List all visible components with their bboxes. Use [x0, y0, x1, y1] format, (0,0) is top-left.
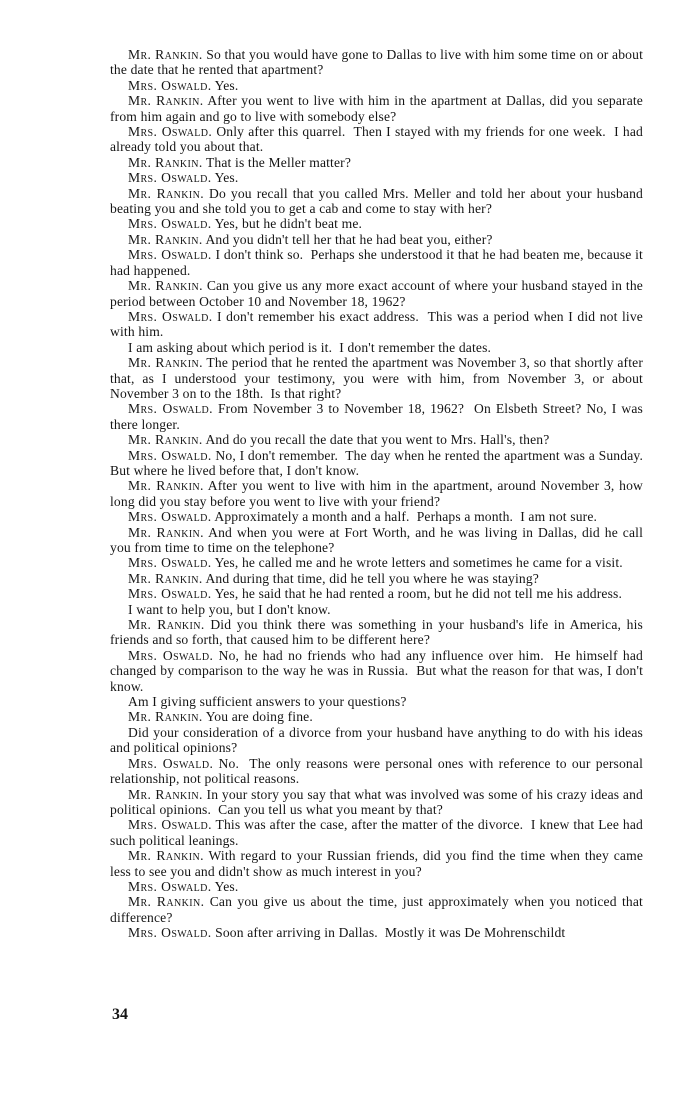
paragraph-text: Yes, he said that he had rented a room, but he did not tell me his address.: [214, 586, 623, 602]
testimony-paragraph: [110, 848, 647, 879]
testimony-paragraph: [110, 786, 647, 818]
testimony-paragraph: [110, 555, 643, 570]
speaker-name: Mr. Rankin.: [128, 93, 204, 109]
testimony-paragraph: [110, 709, 643, 724]
paragraph-text: Do you recall that you called Mrs. Meller and told her about your husband beating you and she told you to get a cab and come to stay with her?: [110, 185, 647, 217]
paragraph-text: The period that he rented the apartment was November 3, so that shortly after that, as I understood your testimony, you were with him, from November 3, or about November 3 on to the 18th. Is that right?: [110, 355, 647, 401]
speaker-name: Mr. Rankin.: [128, 786, 203, 802]
testimony-paragraph: [110, 571, 643, 586]
speaker-name: Mrs. Oswald.: [128, 124, 213, 140]
speaker-name: Mrs. Oswald.: [128, 509, 212, 525]
testimony-paragraph: [110, 586, 643, 601]
speaker-name: Mrs. Oswald.: [128, 170, 212, 186]
testimony-paragraph: [110, 694, 643, 709]
speaker-name: Mrs. Oswald.: [128, 586, 212, 602]
paragraph-text: No, I don't remember. The day when he rented the apartment was a Sunday. But where he lived before that, I don't know.: [110, 447, 651, 478]
speaker-name: Mr. Rankin.: [128, 617, 205, 633]
paragraph-text: Approximately a month and a half. Perhaps a month. I am not sure.: [214, 509, 598, 525]
speaker-name: Mrs. Oswald.: [128, 817, 212, 833]
testimony-paragraph: [110, 817, 647, 848]
paragraph-text: Only after this quarrel. Then I stayed with my friends for one week. I had already told you about that.: [110, 124, 647, 155]
speaker-name: Mr. Rankin.: [128, 355, 203, 371]
testimony-paragraph: [110, 432, 643, 447]
paragraph-text: I am asking about which period is it. I don't remember the dates.: [128, 339, 492, 355]
paragraph-text: After you went to live with him in the apartment at Dallas, did you separate from him again and go to live with somebody else?: [110, 93, 647, 124]
speaker-name: Mr. Rankin.: [128, 231, 203, 247]
speaker-name: Mrs. Oswald.: [128, 401, 213, 417]
testimony-paragraph: [110, 278, 647, 309]
paragraph-text: No, he had no friends who had any influence over him. He himself had changed by comparison to the way he was in Russia. But what the reason for that was, I don't know.: [110, 647, 647, 694]
paragraph-text: That is the Meller matter?: [205, 154, 352, 170]
paragraph-text: From November 3 to November 18, 1962? On Elsbeth Street? No, I was there longer.: [110, 401, 647, 432]
page-number: 34: [112, 1006, 128, 1023]
testimony-paragraph: [110, 308, 647, 340]
speaker-name: Mrs. Oswald.: [128, 647, 214, 663]
paragraph-text: I don't think so. Perhaps she understood it that he had beaten me, because it had happened.: [110, 247, 647, 278]
testimony-paragraph: [110, 155, 643, 170]
speaker-name: Mr. Rankin.: [128, 848, 204, 864]
testimony-paragraph: [110, 509, 643, 524]
speaker-name: Mr. Rankin.: [128, 570, 203, 586]
testimony-paragraph: [110, 47, 647, 78]
speaker-name: Mrs. Oswald.: [128, 755, 214, 771]
paragraph-text: So that you would have gone to Dallas to live with him some time on or about the date that he rented that apartment?: [110, 47, 647, 78]
testimony-paragraph: [110, 925, 643, 940]
speaker-name: Mr. Rankin.: [128, 278, 203, 294]
speaker-name: Mrs. Oswald.: [128, 77, 212, 93]
paragraph-text: Did you think there was something in your husband's life in America, his friends and so forth, that caused him to be different here?: [110, 617, 647, 648]
paragraph-text: With regard to your Russian friends, did you find the time when they came less to see you and didn't show as much interest in you?: [110, 848, 647, 879]
testimony-paragraph: [110, 78, 643, 93]
testimony-paragraph: [110, 894, 647, 925]
speaker-name: Mrs. Oswald.: [128, 878, 212, 894]
paragraph-text: Can you give us about the time, just approximately when you noticed that difference?: [110, 894, 647, 925]
testimony-paragraph: [110, 401, 647, 432]
paragraph-text: And do you recall the date that you went to Mrs. Hall's, then?: [205, 432, 550, 448]
testimony-paragraph: [110, 447, 651, 479]
speaker-name: Mrs. Oswald.: [128, 447, 212, 463]
paragraph-text: Soon after arriving in Dallas. Mostly it was De Mohrenschildt: [215, 925, 566, 941]
speaker-name: Mr. Rankin.: [128, 709, 203, 725]
paragraph-text: And you didn't tell her that he had beat you, either?: [205, 231, 493, 247]
paragraph-text: Did your consideration of a divorce from your husband have anything to do with his ideas and political opinions?: [110, 724, 647, 756]
speaker-name: Mrs. Oswald.: [128, 925, 212, 941]
testimony-paragraph: [110, 247, 647, 278]
paragraph-text: Yes, he called me and he wrote letters and sometimes he came for a visit.: [214, 555, 623, 571]
paragraph-text: Yes, but he didn't beat me.: [214, 216, 363, 232]
testimony-paragraph: [110, 340, 643, 355]
paragraph-text: After you went to live with him in the apartment, around November 3, how long did you stay before you went to live with your friend?: [110, 478, 647, 509]
testimony-paragraph: [110, 232, 643, 247]
speaker-name: Mr. Rankin.: [128, 894, 205, 910]
paragraph-text: You are doing fine.: [205, 709, 313, 725]
testimony-paragraph: [110, 524, 647, 556]
speaker-name: Mrs. Oswald.: [128, 247, 212, 263]
testimony-paragraph: [110, 647, 647, 694]
paragraph-text: Yes.: [214, 77, 239, 93]
speaker-name: Mrs. Oswald.: [128, 216, 212, 232]
testimony-paragraph: [110, 185, 647, 217]
testimony-paragraph: [110, 879, 643, 894]
testimony-paragraph: [110, 93, 647, 124]
testimony-paragraph: [110, 216, 643, 231]
testimony-paragraph: [110, 355, 647, 401]
paragraph-text: And during that time, did he tell you where he was staying?: [205, 570, 539, 586]
paragraph-text: No. The only reasons were personal ones with reference to our personal relationship, not political reasons.: [110, 755, 647, 787]
testimony-paragraph: [110, 724, 647, 756]
testimony-paragraph: [110, 602, 643, 617]
testimony-paragraph: [110, 617, 647, 648]
paragraph-text: Can you give us any more exact account of where your husband stayed in the period between October 10 and November 18, 1962?: [110, 278, 647, 309]
speaker-name: Mr. Rankin.: [128, 47, 203, 62]
speaker-name: Mr. Rankin.: [128, 524, 204, 540]
testimony-paragraph: [110, 170, 643, 185]
speaker-name: Mrs. Oswald.: [128, 308, 213, 324]
speaker-name: Mr. Rankin.: [128, 478, 204, 494]
paragraph-text: This was after the case, after the matter of the divorce. I knew that Lee had such political leanings.: [110, 817, 647, 848]
testimony-paragraph: [110, 124, 647, 155]
paragraph-text: Am I giving sufficient answers to your questions?: [128, 694, 407, 710]
testimony-paragraph: [110, 755, 647, 787]
testimony-paragraph: [110, 478, 647, 509]
speaker-name: Mrs. Oswald.: [128, 555, 212, 571]
speaker-name: Mr. Rankin.: [128, 432, 203, 448]
transcript-body: [110, 47, 651, 941]
paragraph-text: I want to help you, but I don't know.: [128, 601, 331, 617]
paragraph-text: And when you were at Fort Worth, and he was living in Dallas, did he call you from time to time on the telephone?: [110, 524, 647, 555]
paragraph-text: I don't remember his exact address. This was a period when I did not live with him.: [110, 308, 647, 340]
speaker-name: Mr. Rankin.: [128, 154, 203, 170]
speaker-name: Mr. Rankin.: [128, 185, 205, 201]
paragraph-text: In your story you say that what was involved was some of his crazy ideas and political opinions. Can you tell us what you meant by that?: [110, 786, 647, 817]
paragraph-text: Yes.: [214, 878, 239, 894]
paragraph-text: Yes.: [214, 170, 239, 186]
